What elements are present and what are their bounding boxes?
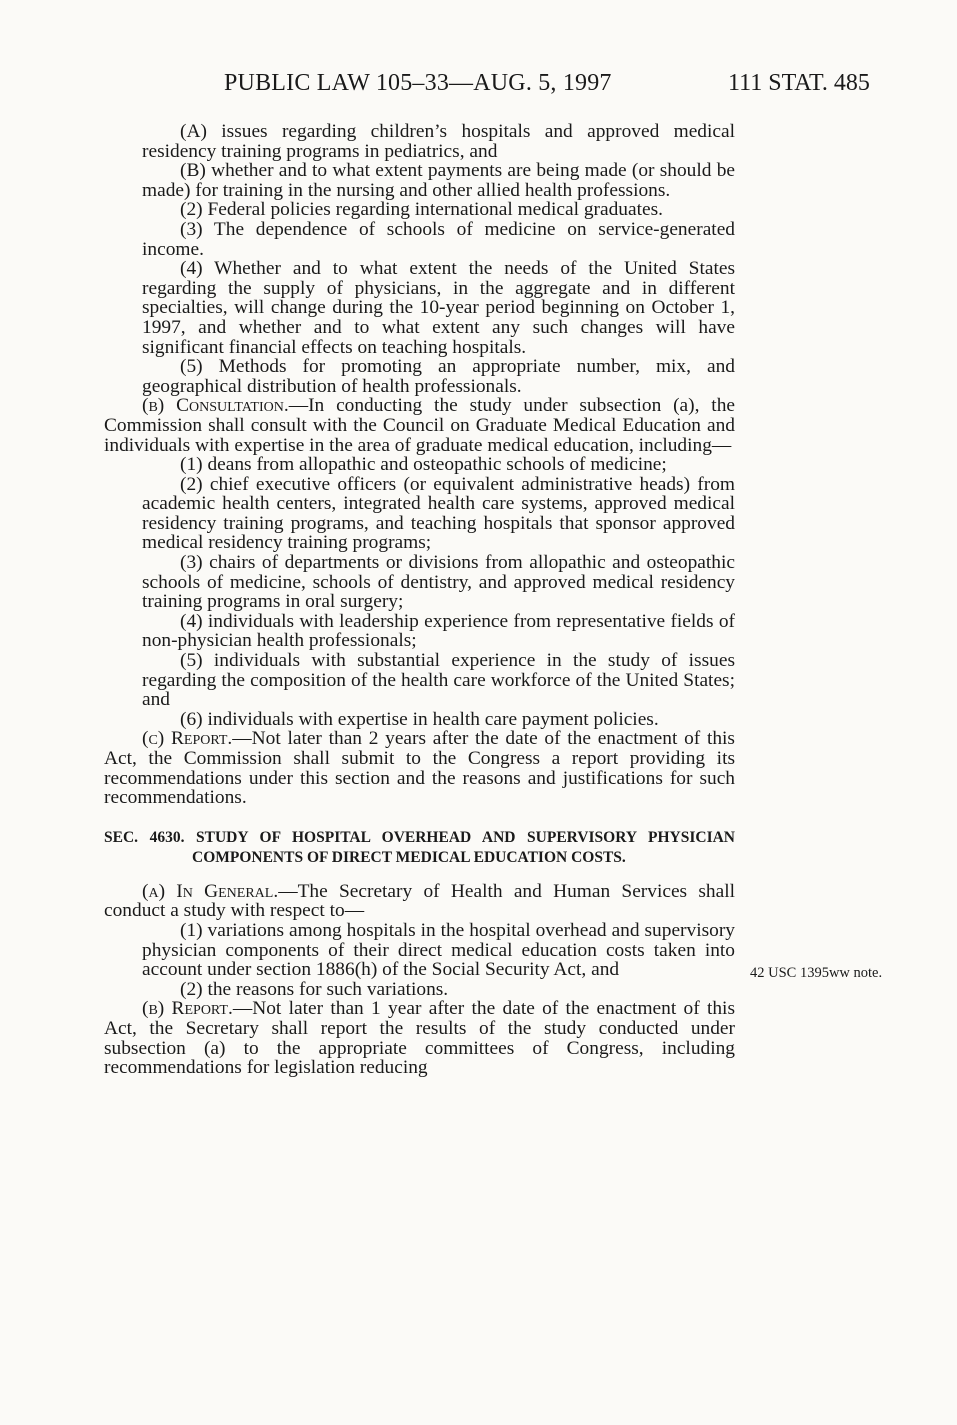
general-label: (a) In General. xyxy=(142,880,279,902)
section-heading: SEC. 4630. STUDY OF HOSPITAL OVERHEAD AND SUPERVISORY PHYSICIAN COMPONENTS OF DIRECT MEDICAL EDUCATION COSTS. xyxy=(104,828,735,866)
paragraph-b: (B) whether and to what extent payments are being made (or should be made) for training in the nursing and other allied health professions. xyxy=(142,160,735,201)
consultation-text: —In conducting the study under subsection (a), the Commission shall consult with the Council on Graduate Medical Education and individuals with expertise in the area of graduate medical education, including— xyxy=(104,395,735,456)
page-header xyxy=(0,70,957,104)
general-subsection xyxy=(104,882,735,921)
consultation-label: (b) Consultation. xyxy=(142,395,289,417)
consultation-item-6: (6) individuals with expertise in health care payment policies. xyxy=(180,708,659,730)
report-subsection-b xyxy=(104,999,735,1077)
report-b-text: —Not later than 1 year after the date of the enactment of this Act, the Secretary shall report the results of the study conducted under subsection (a) to the appropriate committees of Congress, including recommendations for legislation reducing xyxy=(104,998,735,1079)
consultation-item-4: (4) individuals with leadership experience from representative fields of non-physician health professionals; xyxy=(142,610,735,652)
report-c-text: —Not later than 2 years after the date of the enactment of this Act, the Commission shall submit to the Congress a report providing its recommendations under this section and the reasons and justifications for such recommendations. xyxy=(104,728,735,809)
general-item-1: (1) variations among hospitals in the hospital overhead and supervisory physician components of their direct medical education costs taken into account under section 1886(h) of the Social Security Act, and xyxy=(142,919,735,981)
section-heading-block xyxy=(104,828,735,868)
paragraph-2: (2) Federal policies regarding international medical graduates. xyxy=(180,199,663,221)
paragraph-4: (4) Whether and to what extent the needs of the United States regarding the supply of physicians, in the aggregate and in different specialties, will change during the 10-year period beginning on October 1, 1997, and whether and to what extent any such changes will have significant financial effects on teaching hospitals. xyxy=(142,258,735,358)
consultation-item-1: (1) deans from allopathic and osteopathic schools of medicine; xyxy=(180,454,667,476)
consultation-item-5: (5) individuals with substantial experience in the study of issues regarding the composition of the health care workforce of the United States; and xyxy=(142,650,735,711)
consultation-item-2: (2) chief executive officers (or equivalent administrative heads) from academic health centers, integrated health care systems, approved medical residency training programs, and teaching hospitals that sponsor approved medical residency training programs; xyxy=(142,473,735,554)
general-item-2: (2) the reasons for such variations. xyxy=(180,978,449,1000)
report-b-label: (b) Report. xyxy=(142,998,233,1020)
report-subsection-c xyxy=(104,729,735,807)
paragraph-3: (3) The dependence of schools of medicine on service-generated income. xyxy=(142,218,735,260)
running-head: PUBLIC LAW 105–33—AUG. 5, 1997 xyxy=(224,70,612,96)
report-c-label: (c) Report. xyxy=(142,728,233,750)
statute-body xyxy=(104,122,735,1078)
paragraph-a: (A) issues regarding children’s hospitals and approved medical residency training programs in pediatrics, and xyxy=(142,121,735,162)
paragraph-5: (5) Methods for promoting an appropriate number, mix, and geographical distribution of health professionals. xyxy=(142,356,735,397)
general-text: —The Secretary of Health and Human Services shall conduct a study with respect to— xyxy=(104,880,735,922)
consultation-subsection xyxy=(104,396,735,455)
consultation-item-3: (3) chairs of departments or divisions from allopathic and osteopathic schools of medicine, schools of dentistry, and approved medical residency training programs in oral surgery; xyxy=(142,552,735,613)
margin-note: 42 USC 1395ww note. xyxy=(750,965,883,981)
page-number: 111 STAT. 485 xyxy=(728,70,870,96)
